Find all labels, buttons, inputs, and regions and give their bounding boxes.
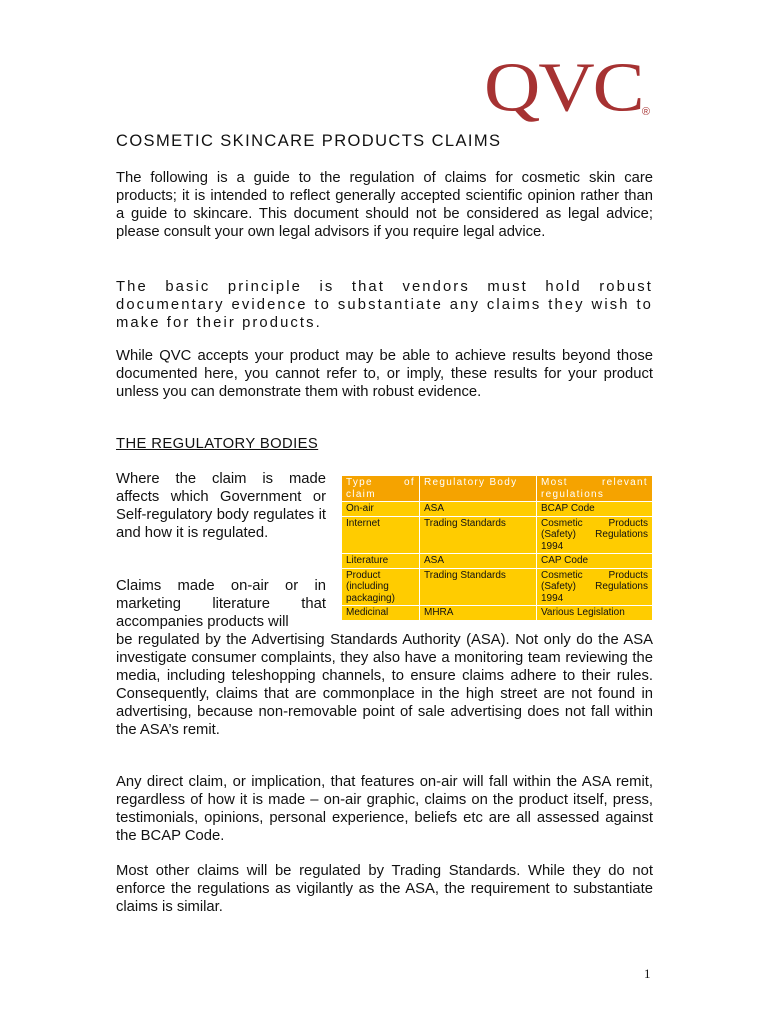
qvc-logo xyxy=(484,47,652,126)
logo-text: QVC xyxy=(484,47,643,126)
table-cell: Cosmetic Products (Safety) Regulations 1994 xyxy=(537,516,653,554)
table-cell: Trading Standards xyxy=(420,516,537,554)
table-cell: ASA xyxy=(420,502,537,517)
table-cell: Cosmetic Products (Safety) Regulations 1994 xyxy=(537,568,653,606)
header-cell: Type of claim xyxy=(342,476,420,502)
where-claim-paragraph: Where the claim is made affects which Government or Self-regulatory body regulates it and how it is regulated. xyxy=(116,471,326,541)
table-cell: Various Legislation xyxy=(537,606,653,621)
table-row xyxy=(342,606,653,621)
header-cell: Regulatory Body xyxy=(420,476,537,502)
acceptance-paragraph: While QVC accepts your product may be able to achieve results beyond those documented here, you cannot refer to, or imply, these results for your product unless you can demonstrate them with robust evidence. xyxy=(116,348,653,400)
principle-paragraph: The basic principle is that vendors must hold robust documentary evidence to substantiate any claims they wish to make for their products. xyxy=(116,279,653,331)
table-cell: Medicinal xyxy=(342,606,420,621)
table-header-row xyxy=(342,476,653,502)
intro-paragraph: The following is a guide to the regulation of claims for cosmetic skin care products; it is intended to reflect generally accepted scientific opinion rather than a guide to skincare. This document should not be considered as legal advice; please consult your own legal advisors if you require legal advice. xyxy=(116,170,653,240)
direct-claim-paragraph: Any direct claim, or implication, that features on-air will fall within the ASA remit, regardless of how it is made – on-air graphic, claims on the product itself, press, testimonials, opinions, personal experience, beliefs etc are all assessed against the BCAP Code. xyxy=(116,774,653,844)
table-row xyxy=(342,516,653,554)
claims-onair-rest: be regulated by the Advertising Standards Authority (ASA). Not only do the ASA investigate consumer complaints, they also have a monitoring team reviewing the media, including teleshopping channels, to ensure claims adhere to their rules. Consequently, claims that are commonplace in the high street are not found in advertising, because non-removable point of sale advertising does not fall within the ASA’s remit. xyxy=(116,632,653,738)
header-cell: Most relevant regulations xyxy=(537,476,653,502)
table-cell: ASA xyxy=(420,554,537,569)
page-number: 1 xyxy=(644,966,651,981)
section-heading: THE REGULATORY BODIES xyxy=(116,436,319,452)
table-cell: BCAP Code xyxy=(537,502,653,517)
table-row xyxy=(342,568,653,606)
table-cell: On-air xyxy=(342,502,420,517)
table-row xyxy=(342,554,653,569)
table-cell: CAP Code xyxy=(537,554,653,569)
table-cell: Product (including packaging) xyxy=(342,568,420,606)
table-cell: MHRA xyxy=(420,606,537,621)
table-cell: Literature xyxy=(342,554,420,569)
registered-mark: ® xyxy=(641,106,650,118)
other-claims-paragraph: Most other claims will be regulated by Trading Standards. While they do not enforce the regulations as vigilantly as the ASA, the requirement to substantiate claims is similar. xyxy=(116,863,653,915)
claims-onair-start: Claims made on-air or in marketing literature that accompanies products will xyxy=(116,578,326,630)
table-cell: Internet xyxy=(342,516,420,554)
table-cell: Trading Standards xyxy=(420,568,537,606)
document-title: COSMETIC SKINCARE PRODUCTS CLAIMS xyxy=(116,132,502,150)
regulatory-table xyxy=(341,475,653,621)
table-row xyxy=(342,502,653,517)
